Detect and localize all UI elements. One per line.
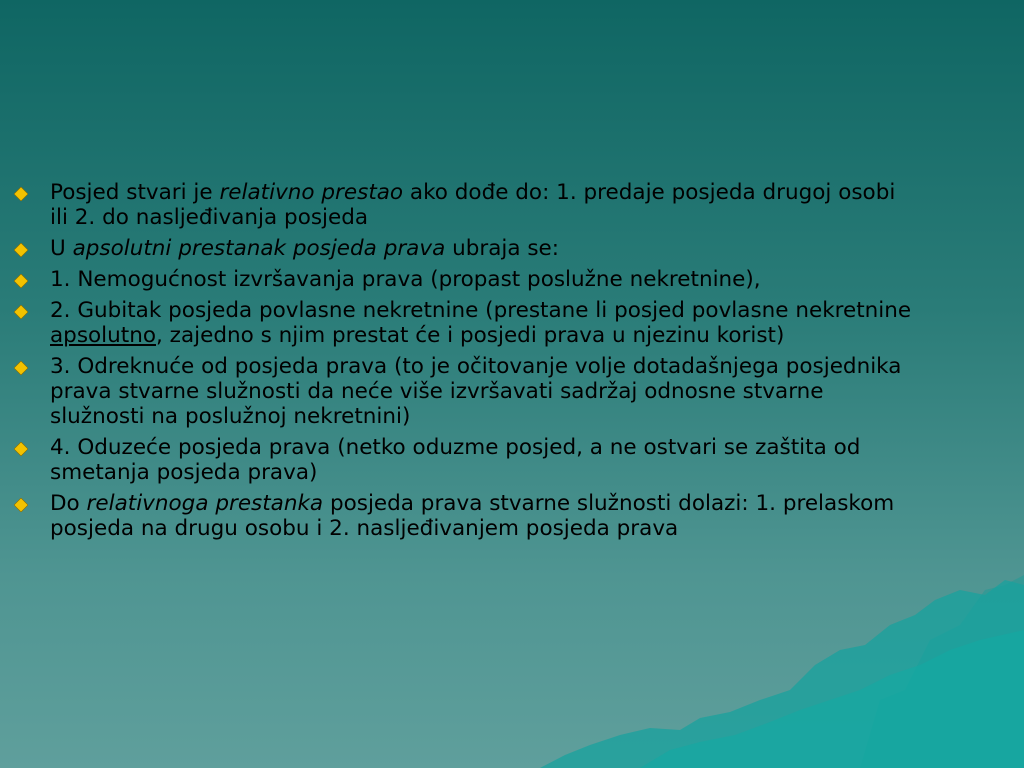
bullet-text-segment: apsolutni prestanak posjeda prava <box>72 236 446 261</box>
diamond-bullet-icon <box>14 442 28 456</box>
bullet-text-segment: posjeda prava stvarne služnosti dolazi: 1. prelaskom posjeda na drugu osobu i 2. nasljeđivanjem posjeda prava <box>50 491 895 541</box>
bullet-text-segment: Do <box>50 491 87 516</box>
diamond-bullet-icon <box>14 498 28 512</box>
bullet-item <box>14 180 914 230</box>
bullet-item <box>14 236 914 261</box>
bullet-text-segment: Posjed stvari je <box>50 180 220 205</box>
diamond-bullet-icon <box>14 305 28 319</box>
bullet-text-segment: 2. Gubitak posjeda povlasne nekretnine (prestane li posjed povlasne nekretnine <box>50 298 912 323</box>
bullet-item <box>14 298 914 348</box>
bullet-text-segment: ako dođe do: 1. predaje posjeda drugoj osobi ili 2. do nasljeđivanja posjeda <box>50 180 896 230</box>
diamond-bullet-icon <box>14 243 28 257</box>
bullet-text-segment: , zajedno s njim prestat će i posjedi prava u njezinu korist) <box>156 323 785 348</box>
bullet-text-segment: 3. Odreknuće od posjeda prava (to je očitovanje volje dotadašnjega posjednika prava stvarne služnosti da neće više izvršavati sadržaj odnosne stvarne služnosti na poslužnoj nekretnini) <box>50 354 902 429</box>
bullet-text-segment: ubraja se: <box>445 236 560 261</box>
bullet-item <box>14 491 914 541</box>
bullet-list <box>14 180 914 547</box>
bullet-text-segment: 1. Nemogućnost izvršavanja prava (propast poslužne nekretnine), <box>50 267 761 292</box>
diamond-bullet-icon <box>14 187 28 201</box>
bullet-text-segment: 4. Oduzeće posjeda prava (netko oduzme posjed, a ne ostvari se zaštita od smetanja posjeda prava) <box>50 435 861 485</box>
bullet-text-segment: apsolutno <box>50 323 156 348</box>
bullet-item <box>14 354 914 429</box>
bullet-item <box>14 435 914 485</box>
bullet-text-segment: relativno prestao <box>219 180 404 205</box>
diamond-bullet-icon <box>14 274 28 288</box>
bullet-item <box>14 267 914 292</box>
bullet-text-segment: U <box>50 236 73 261</box>
diamond-bullet-icon <box>14 361 28 375</box>
bullet-text-segment: relativnoga prestanka <box>86 491 324 516</box>
